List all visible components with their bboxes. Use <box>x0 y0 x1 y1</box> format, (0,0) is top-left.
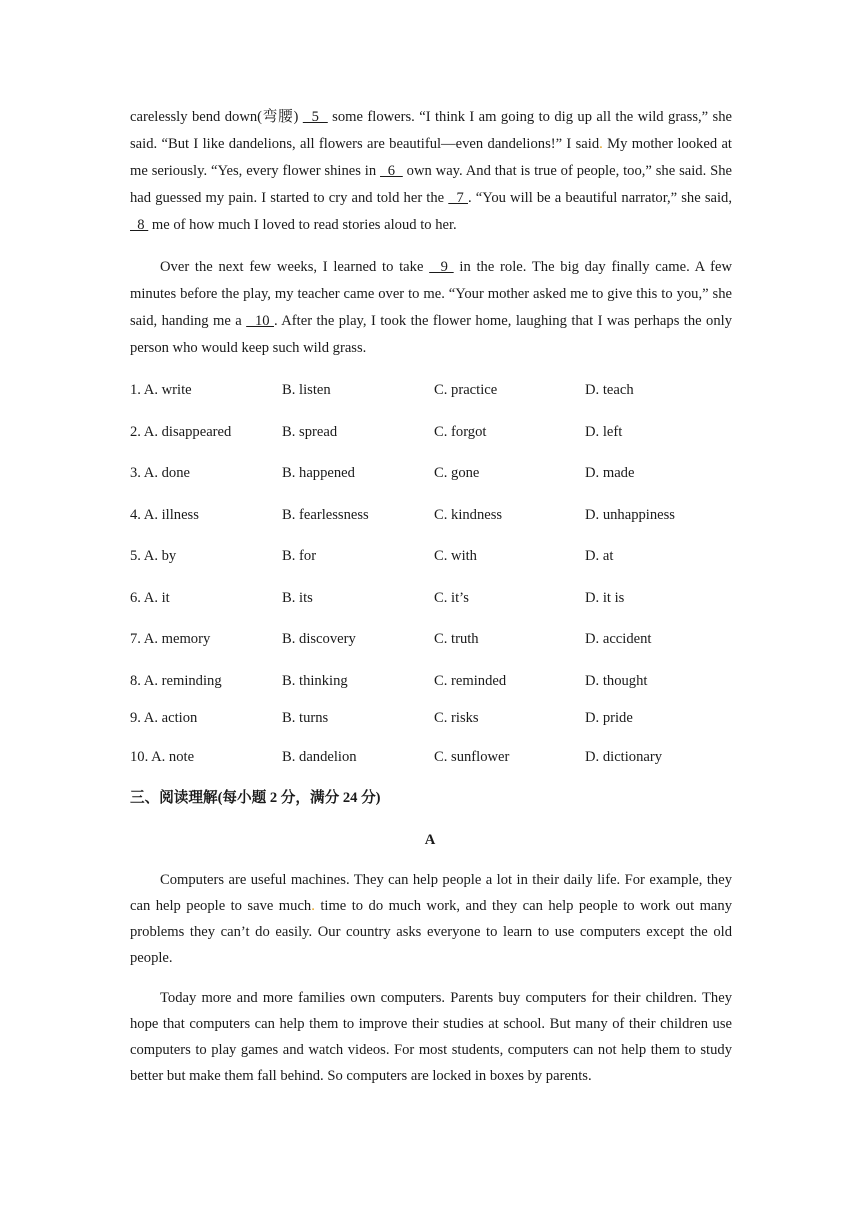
option-row-8 <box>130 670 750 692</box>
option-c: C. truth <box>434 631 479 647</box>
option-d: D. left <box>585 424 623 440</box>
answer-blank: 9 <box>429 259 454 275</box>
answer-blank: 10 <box>246 313 274 329</box>
cloze-paragraph-2: Over the next few weeks, I learned to take 9 in the role. The big day finally came. A few minutes before the play, my teacher came over to me. “Your mother asked me to give this to you,” she said, handing me a 10 . After the play, I took the flower home, laughing that I was perhaps the only person who would keep such wild grass. <box>130 259 732 356</box>
answer-blank: 7 <box>448 190 468 206</box>
option-a: 6. A. it <box>130 590 170 606</box>
option-a: 8. A. reminding <box>130 673 222 689</box>
option-d: D. dictionary <box>585 749 663 765</box>
option-d: D. made <box>585 465 635 481</box>
option-d: D. it is <box>585 590 625 606</box>
option-row-2 <box>130 421 750 443</box>
option-c: C. sunflower <box>434 749 510 765</box>
option-row-4 <box>130 504 750 526</box>
option-d: D. thought <box>585 673 648 689</box>
option-b: B. its <box>282 590 313 606</box>
option-b: B. fearlessness <box>282 507 369 523</box>
option-d: D. pride <box>585 710 633 726</box>
option-b: B. thinking <box>282 673 348 689</box>
option-c: C. forgot <box>434 424 487 440</box>
option-a: 9. A. action <box>130 710 198 726</box>
option-row-10 <box>130 746 750 768</box>
answer-blank: 5 <box>302 109 328 125</box>
option-row-3 <box>130 462 750 484</box>
cloze-paragraph-1: carelessly bend down(弯腰) 5 some flowers. “I think I am going to dig up all the wild grass,” she said. “But I like dandelions, all flowers are beautiful—even dandelions!” I said. My mother looked at me seriously. “Yes, every flower shines in 6 own way. And that is true of people, too,” she said. She had guessed my pain. I started to cry and told her the 7 . “You will be a beautiful narrator,” she said, 8 me of how much I loved to read stories aloud to her. <box>130 109 733 233</box>
option-a: 4. A. illness <box>130 507 199 523</box>
option-row-9 <box>130 707 750 729</box>
option-d: D. accident <box>585 631 652 647</box>
option-row-6 <box>130 587 750 609</box>
option-d: D. at <box>585 548 614 564</box>
option-c: C. gone <box>434 465 480 481</box>
option-c: C. with <box>434 548 477 564</box>
option-c: C. practice <box>434 382 498 398</box>
option-c: C. it’s <box>434 590 469 606</box>
option-c: C. kindness <box>434 507 503 523</box>
option-a: 7. A. memory <box>130 631 211 647</box>
option-row-5 <box>130 545 750 567</box>
option-b: B. spread <box>282 424 338 440</box>
highlight-dot: . <box>599 136 603 152</box>
highlight-dot: . <box>311 898 315 914</box>
option-b: B. turns <box>282 710 329 726</box>
option-row-7 <box>130 628 750 650</box>
option-b: B. discovery <box>282 631 356 647</box>
reading-paragraph-2: Today more and more families own computers. Parents buy computers for their children. They hope that computers can help them to improve their studies at school. But many of their children use computers to play games and watch videos. For most students, computers can not help them to study better but make them fall behind. So computers are locked in boxes by parents. <box>130 990 732 1084</box>
option-c: C. reminded <box>434 673 507 689</box>
reading-paragraph-1: Computers are useful machines. They can help people a lot in their daily life. For example, they can help people to save much. time to do much work, and they can help people to work out many problems they can’t do easily. Our country asks everyone to learn to use computers except the old people. <box>130 872 732 966</box>
option-b: B. for <box>282 548 317 564</box>
answer-blank: 8 <box>130 217 149 233</box>
option-a: 10. A. note <box>130 749 195 765</box>
option-b: B. dandelion <box>282 749 357 765</box>
option-a: 1. A. write <box>130 382 192 398</box>
section-heading: 三、阅读理解(每小题 2 分，满分 24 分) <box>130 790 381 806</box>
option-a: 5. A. by <box>130 548 177 564</box>
passage-label: A <box>424 832 436 848</box>
option-d: D. unhappiness <box>585 507 675 523</box>
answer-blank: 6 <box>380 163 403 179</box>
option-c: C. risks <box>434 710 479 726</box>
option-d: D. teach <box>585 382 634 398</box>
option-a: 3. A. done <box>130 465 190 481</box>
option-row-1 <box>130 379 750 401</box>
option-a: 2. A. disappeared <box>130 424 232 440</box>
option-b: B. happened <box>282 465 355 481</box>
option-b: B. listen <box>282 382 331 398</box>
